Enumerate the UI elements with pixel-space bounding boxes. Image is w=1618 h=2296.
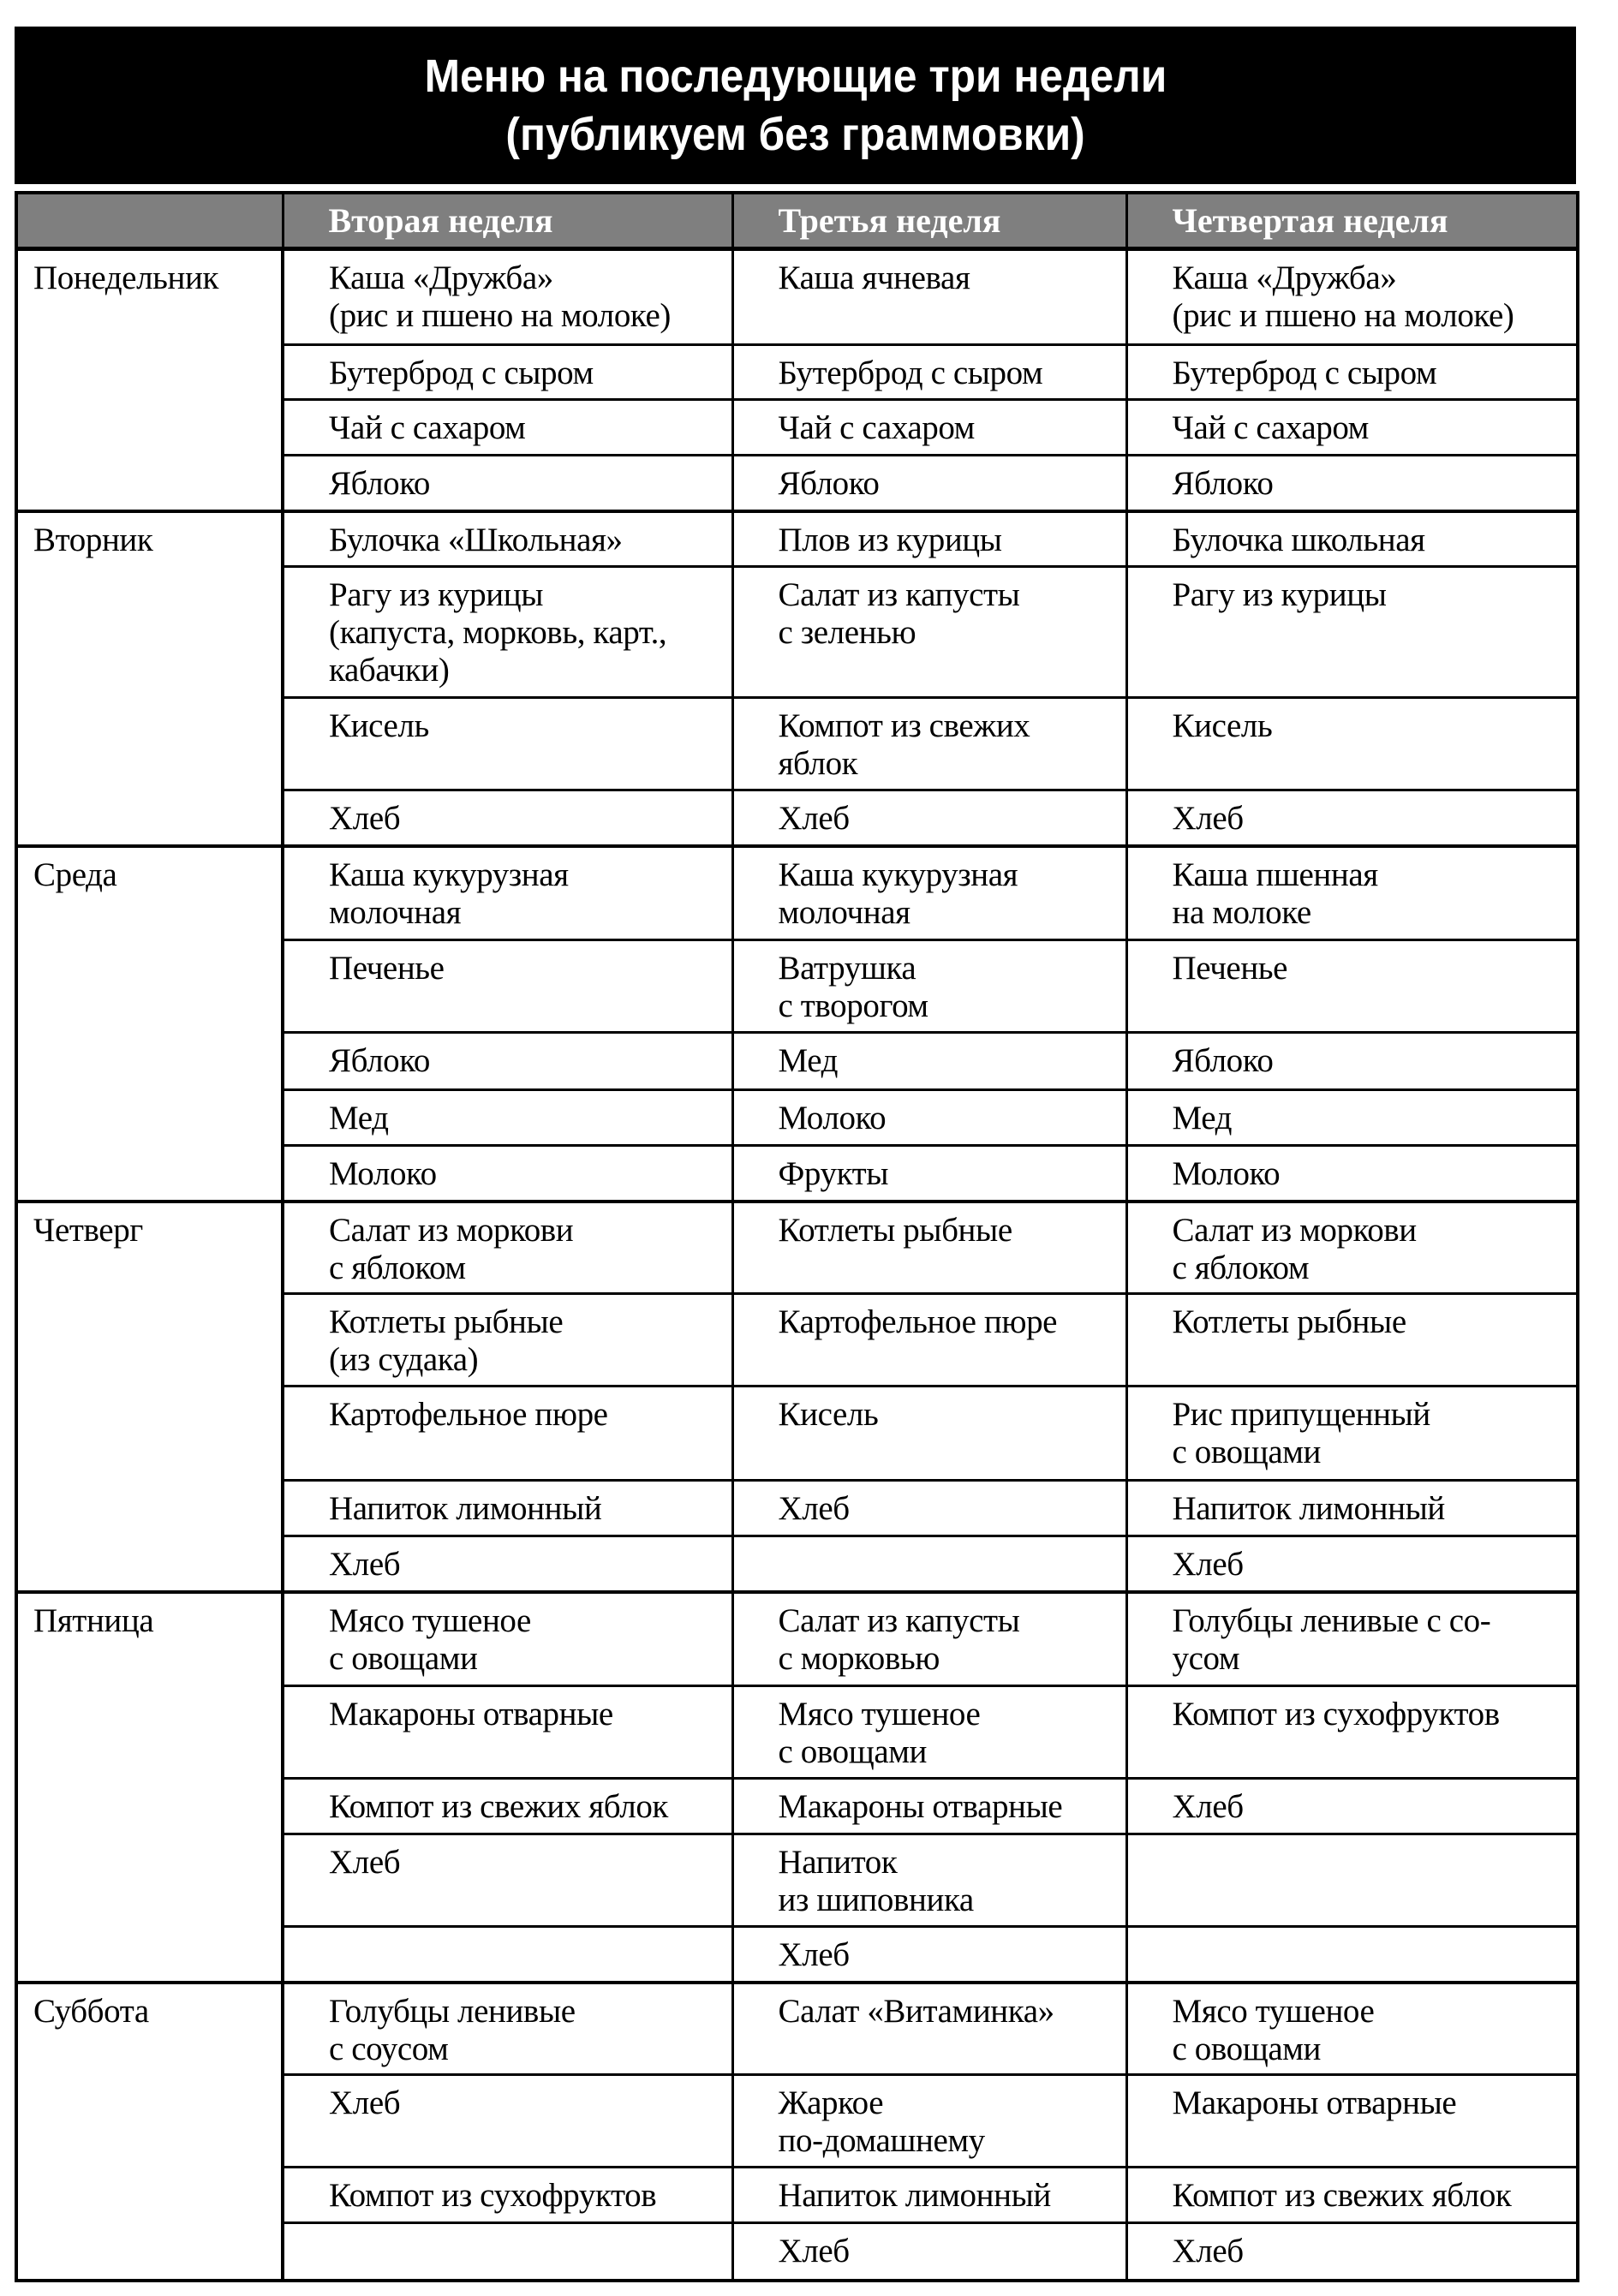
dish-text: Котлеты рыбные xyxy=(1172,1303,1406,1340)
dish-text: Макароны отварные xyxy=(1172,2084,1457,2121)
menu-cell-week-2 xyxy=(283,846,732,940)
menu-cell-week-2 xyxy=(283,1090,732,1146)
menu-cell-week-4 xyxy=(1126,1090,1578,1146)
dish-text: Салат из капусты с зеленью xyxy=(778,576,1020,651)
menu-cell-week-2 xyxy=(283,400,732,456)
dish-text: Хлеб xyxy=(1172,800,1244,837)
menu-cell-week-4 xyxy=(1126,511,1578,567)
dish-text: Напиток лимонный xyxy=(778,2177,1051,2214)
dish-text: Фрукты xyxy=(778,1155,889,1192)
menu-cell-week-3 xyxy=(732,1481,1126,1536)
menu-cell-week-2 xyxy=(283,1387,732,1481)
menu-cell-week-3 xyxy=(732,249,1126,345)
dish-text: Мед xyxy=(1172,1100,1233,1136)
menu-cell-week-4 xyxy=(1126,1146,1578,1202)
menu-cell-week-4 xyxy=(1126,1481,1578,1536)
menu-cell-week-3 xyxy=(732,1202,1126,1294)
menu-row xyxy=(16,511,1578,567)
menu-cell-week-2 xyxy=(283,567,732,698)
dish-text: Чай с сахаром xyxy=(778,409,975,446)
dish-text: Компот из сухофруктов xyxy=(1172,1696,1500,1732)
menu-row xyxy=(16,1983,1578,2075)
menu-cell-week-4 xyxy=(1126,2075,1578,2168)
dish-text: Хлеб xyxy=(329,2084,401,2121)
menu-cell-week-3 xyxy=(732,1090,1126,1146)
menu-cell-week-2 xyxy=(283,1481,732,1536)
dish-text: Ватрушка с творогом xyxy=(778,950,928,1024)
dish-text: Кисель xyxy=(1172,707,1273,744)
dish-text: Хлеб xyxy=(778,1936,850,1973)
dish-text: Салат «Витаминка» xyxy=(778,1992,1054,2030)
menu-cell-week-3 xyxy=(732,400,1126,456)
menu-cell-week-4 xyxy=(1126,1927,1578,1983)
dish-text: Кисель xyxy=(329,707,429,744)
dish-text: Мед xyxy=(778,1042,839,1079)
dish-text: Салат из капусты с морковью xyxy=(778,1601,1020,1677)
menu-cell-week-4 xyxy=(1126,1983,1578,2075)
menu-cell-week-4 xyxy=(1126,1686,1578,1779)
menu-cell-week-2 xyxy=(283,1686,732,1779)
menu-cell-week-2 xyxy=(283,790,732,846)
dish-text: Хлеб xyxy=(329,1844,401,1881)
dish-text: Рис припущенный с овощами xyxy=(1172,1396,1430,1470)
menu-cell-week-3 xyxy=(732,698,1126,790)
dish-text: Булочка школьная xyxy=(1172,521,1425,558)
dish-text: Яблоко xyxy=(1172,1042,1274,1079)
menu-cell-week-4 xyxy=(1126,940,1578,1033)
menu-cell-week-4 xyxy=(1126,846,1578,940)
menu-row xyxy=(16,1592,1578,1686)
dish-text: Напиток лимонный xyxy=(329,1490,602,1527)
menu-cell-week-4 xyxy=(1126,345,1578,400)
dish-text: Макароны отварные xyxy=(329,1696,613,1732)
menu-cell-week-3 xyxy=(732,2075,1126,2168)
menu-row xyxy=(16,249,1578,345)
dish-text: Плов из курицы xyxy=(778,521,1002,558)
menu-cell-week-4 xyxy=(1126,1592,1578,1686)
dish-text: Голубцы ленивые с соусом xyxy=(329,1992,576,2067)
menu-cell-week-2 xyxy=(283,249,732,345)
header-week-4: Четвертая неделя xyxy=(1126,193,1578,249)
dish-text: Напиток лимонный xyxy=(1172,1490,1445,1527)
dish-text: Хлеб xyxy=(329,1546,401,1583)
dish-text: Каша ячневая xyxy=(778,259,970,296)
menu-cell-week-4 xyxy=(1126,400,1578,456)
dish-text: Бутерброд с сыром xyxy=(329,355,594,391)
menu-cell-week-2 xyxy=(283,2075,732,2168)
menu-cell-week-2 xyxy=(283,1592,732,1686)
menu-cell-week-3 xyxy=(732,1146,1126,1202)
dish-text: Мясо тушеное с овощами xyxy=(1172,1992,1375,2067)
dish-text: Яблоко xyxy=(1172,465,1274,502)
dish-text: Компот из свежих яблок xyxy=(778,707,1030,782)
dish-text: Чай с сахаром xyxy=(329,409,526,446)
menu-cell-week-4 xyxy=(1126,2168,1578,2223)
menu-table xyxy=(15,191,1579,2282)
menu-cell-week-4 xyxy=(1126,456,1578,511)
dish-text: Компот из сухофруктов xyxy=(329,2177,657,2214)
dish-text: Котлеты рыбные xyxy=(778,1211,1012,1249)
menu-cell-week-3 xyxy=(732,1387,1126,1481)
menu-cell-week-4 xyxy=(1126,790,1578,846)
day-label: Понедельник xyxy=(16,249,283,511)
menu-cell-week-3 xyxy=(732,1033,1126,1090)
dish-text: Мед xyxy=(329,1100,389,1136)
dish-text: Котлеты рыбные (из судака) xyxy=(329,1303,564,1378)
menu-cell-week-2 xyxy=(283,1033,732,1090)
menu-cell-week-2 xyxy=(283,1146,732,1202)
menu-cell-week-4 xyxy=(1126,249,1578,345)
dish-text: Молоко xyxy=(778,1100,887,1136)
dish-text: Яблоко xyxy=(778,465,880,502)
menu-cell-week-2 xyxy=(283,1927,732,1983)
dish-text: Печенье xyxy=(1172,950,1288,987)
dish-text: Хлеб xyxy=(1172,1788,1244,1825)
dish-text: Яблоко xyxy=(329,1042,430,1079)
menu-cell-week-3 xyxy=(732,1983,1126,2075)
menu-cell-week-3 xyxy=(732,1592,1126,1686)
dish-text: Каша кукурузная молочная xyxy=(778,856,1018,931)
day-label: Среда xyxy=(16,846,283,1202)
menu-cell-week-3 xyxy=(732,567,1126,698)
menu-cell-week-4 xyxy=(1126,1033,1578,1090)
dish-text: Булочка «Школьная» xyxy=(329,521,623,558)
menu-cell-week-3 xyxy=(732,456,1126,511)
dish-text: Хлеб xyxy=(778,2233,850,2269)
menu-cell-week-3 xyxy=(732,1834,1126,1927)
dish-text: Жаркое по-домашнему xyxy=(778,2084,985,2159)
dish-text: Хлеб xyxy=(778,1490,850,1527)
dish-text: Хлеб xyxy=(1172,2233,1244,2269)
menu-cell-week-2 xyxy=(283,2168,732,2223)
dish-text: Компот из свежих яблок xyxy=(329,1788,668,1825)
dish-text: Молоко xyxy=(1172,1155,1281,1192)
menu-cell-week-3 xyxy=(732,940,1126,1033)
dish-text: Мясо тушеное с овощами xyxy=(778,1696,981,1770)
dish-text: Бутерброд с сыром xyxy=(1172,355,1437,391)
menu-cell-week-4 xyxy=(1126,1536,1578,1592)
menu-cell-week-2 xyxy=(283,1202,732,1294)
menu-cell-week-4 xyxy=(1126,2223,1578,2281)
menu-title-line-2: (публикуем без граммовки) xyxy=(505,109,1085,160)
dish-text: Чай с сахаром xyxy=(1172,409,1369,446)
dish-text: Бутерброд с сыром xyxy=(778,355,1043,391)
day-label: Суббота xyxy=(16,1983,283,2281)
header-week-3: Третья неделя xyxy=(732,193,1126,249)
menu-cell-week-4 xyxy=(1126,1294,1578,1387)
menu-cell-week-2 xyxy=(283,511,732,567)
menu-cell-week-2 xyxy=(283,1983,732,2075)
dish-text: Рагу из курицы xyxy=(1172,576,1387,613)
dish-text: Молоко xyxy=(329,1155,437,1192)
day-label: Пятница xyxy=(16,1592,283,1983)
menu-cell-week-3 xyxy=(732,846,1126,940)
menu-cell-week-2 xyxy=(283,1294,732,1387)
dish-text: Яблоко xyxy=(329,465,430,502)
menu-header-row xyxy=(16,193,1578,249)
menu-cell-week-2 xyxy=(283,2223,732,2281)
header-day-column xyxy=(16,193,283,249)
menu-cell-week-2 xyxy=(283,940,732,1033)
day-label: Четверг xyxy=(16,1202,283,1592)
menu-cell-week-4 xyxy=(1126,567,1578,698)
dish-text: Компот из свежих яблок xyxy=(1172,2177,1512,2214)
dish-text: Мясо тушеное с овощами xyxy=(329,1601,531,1677)
menu-title-line-1: Меню на последующие три недели xyxy=(424,51,1167,102)
dish-text: Картофельное пюре xyxy=(329,1396,608,1433)
dish-text: Макароны отварные xyxy=(778,1788,1063,1825)
menu-body xyxy=(16,249,1578,2281)
dish-text: Салат из моркови с яблоком xyxy=(329,1211,574,1286)
menu-cell-week-4 xyxy=(1126,1834,1578,1927)
dish-text: Картофельное пюре xyxy=(778,1303,1058,1340)
menu-cell-week-2 xyxy=(283,345,732,400)
dish-text: Каша «Дружба» (рис и пшено на молоке) xyxy=(1172,259,1514,334)
dish-text: Салат из моркови с яблоком xyxy=(1172,1211,1417,1286)
menu-cell-week-3 xyxy=(732,1686,1126,1779)
menu-row xyxy=(16,1202,1578,1294)
menu-cell-week-2 xyxy=(283,1536,732,1592)
header-week-2: Вторая неделя xyxy=(283,193,732,249)
menu-cell-week-2 xyxy=(283,456,732,511)
menu-cell-week-4 xyxy=(1126,1779,1578,1834)
dish-text: Каша пшенная на молоке xyxy=(1172,856,1378,931)
menu-cell-week-3 xyxy=(732,1927,1126,1983)
menu-cell-week-2 xyxy=(283,1779,732,1834)
dish-text: Хлеб xyxy=(778,800,850,837)
dish-text: Печенье xyxy=(329,950,445,987)
dish-text: Кисель xyxy=(778,1396,879,1433)
dish-text: Напиток из шиповника xyxy=(778,1844,974,1918)
menu-cell-week-3 xyxy=(732,1294,1126,1387)
menu-cell-week-3 xyxy=(732,1779,1126,1834)
menu-cell-week-3 xyxy=(732,345,1126,400)
dish-text: Каша «Дружба» (рис и пшено на молоке) xyxy=(329,259,672,334)
menu-cell-week-3 xyxy=(732,511,1126,567)
menu-cell-week-4 xyxy=(1126,1387,1578,1481)
menu-row xyxy=(16,846,1578,940)
menu-cell-week-3 xyxy=(732,790,1126,846)
menu-cell-week-2 xyxy=(283,1834,732,1927)
menu-title-banner xyxy=(15,27,1576,184)
menu-cell-week-3 xyxy=(732,2168,1126,2223)
menu-cell-week-4 xyxy=(1126,1202,1578,1294)
dish-text: Хлеб xyxy=(329,800,401,837)
dish-text: Хлеб xyxy=(1172,1546,1244,1583)
menu-cell-week-3 xyxy=(732,1536,1126,1592)
menu-cell-week-4 xyxy=(1126,698,1578,790)
menu-cell-week-3 xyxy=(732,2223,1126,2281)
day-label: Вторник xyxy=(16,511,283,846)
menu-cell-week-2 xyxy=(283,698,732,790)
dish-text: Каша кукурузная молочная xyxy=(329,856,569,931)
dish-text: Рагу из курицы (капуста, морковь, карт., кабачки) xyxy=(329,576,667,689)
dish-text: Голубцы ленивые с со- усом xyxy=(1172,1601,1491,1677)
